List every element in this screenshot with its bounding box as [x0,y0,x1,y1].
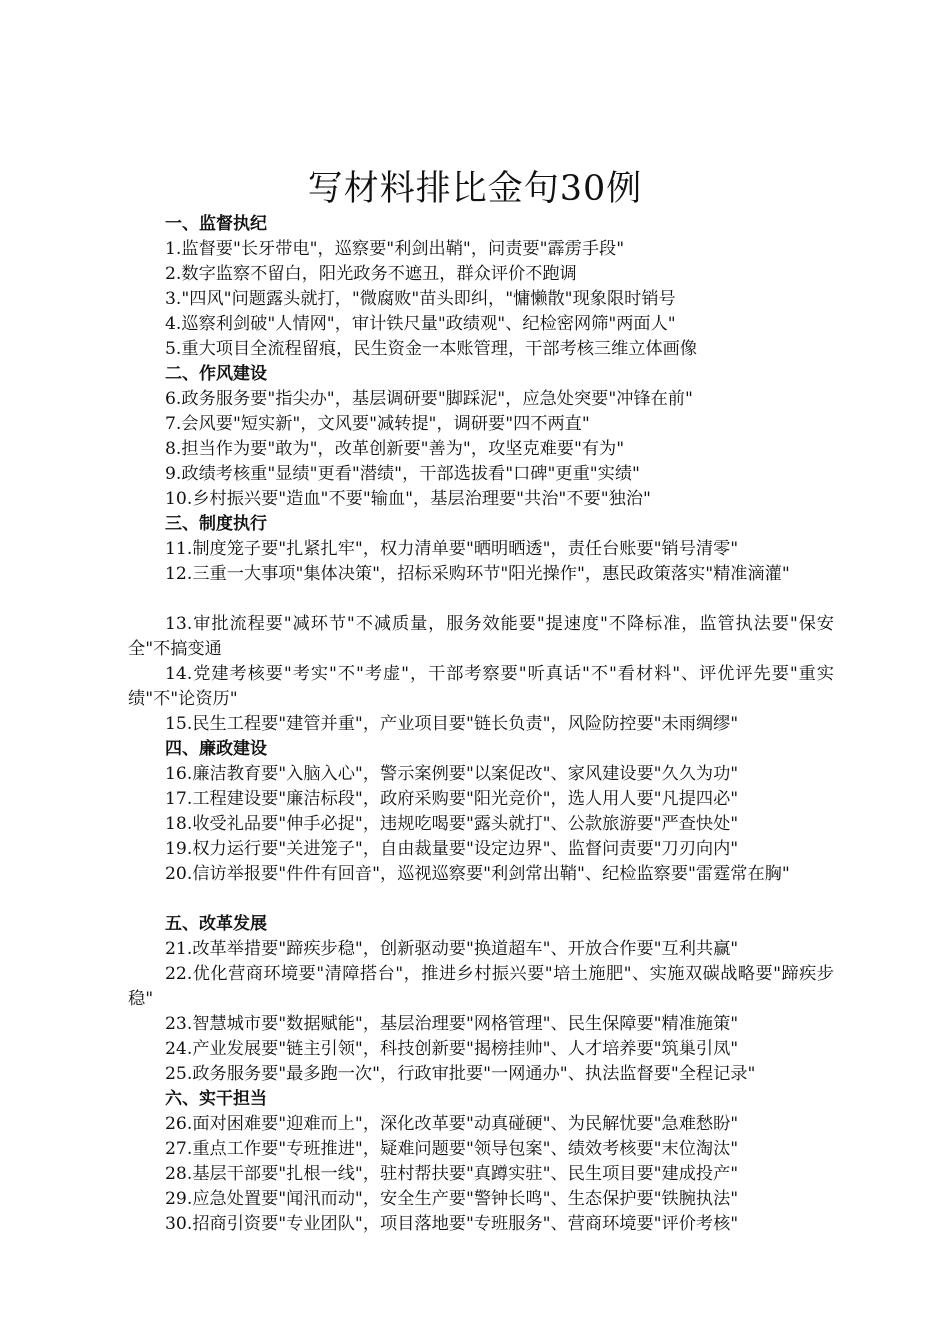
list-item: 13.审批流程要"减环节"不减质量，服务效能要"提速度"不降标准，监管执法要"保安全"不搞变通 [128,614,834,659]
list-item: 18.收受礼品要"伸手必捉"，违规吃喝要"露头就打"、公款旅游要"严查快处" [165,814,739,834]
list-item: 22.优化营商环境要"清障搭台"，推进乡村振兴要"培土施肥"、实施双碳战略要"蹄疾步稳" [128,964,834,1009]
section-integrity [128,737,834,912]
section-heading: 三、制度执行 [165,514,267,534]
list-item: 23.智慧城市要"数据赋能"，基层治理要"网格管理"、民生保障要"精准施策" [165,1014,739,1034]
list-item: 20.信访举报要"件件有回音"，巡视巡察要"利剑常出鞘"、纪检监察要"雷霆常在胸" [165,864,790,884]
list-item: 14.党建考核要"考实"不"考虚"，干部考察要"听真话"不"看材料"、评优评先要"重实绩"不"论资历" [128,664,834,709]
list-item: 19.权力运行要"关进笼子"，自由裁量要"设定边界"、监督问责要"刀刃向内" [165,839,739,859]
list-item: 15.民生工程要"建管并重"，产业项目要"链长负责"，风险防控要"未雨绸缪" [165,714,739,734]
section-heading: 四、廉政建设 [165,739,267,759]
list-item: 30.招商引资要"专业团队"，项目落地要"专班服务"、营商环境要"评价考核" [165,1214,739,1234]
list-item: 8.担当作为要"敢为"，改革创新要"善为"，攻坚克难要"有为" [165,439,625,459]
list-item: 29.应急处置要"闻汛而动"，安全生产要"警钟长鸣"、生态保护要"铁腕执法" [165,1189,739,1209]
list-item: 6.政务服务要"指尖办"，基层调研要"脚踩泥"，应急处突要"冲锋在前" [165,389,693,409]
list-item: 25.政务服务要"最多跑一次"，行政审批要"一网通办"、执法监督要"全程记录" [165,1064,756,1084]
list-item: 10.乡村振兴要"造血"不要"输血"，基层治理要"共治"不要"独治" [165,489,651,509]
list-item: 24.产业发展要"链主引领"，科技创新要"揭榜挂帅"、人才培养要"筑巢引凤" [165,1039,739,1059]
section-work-style [128,362,834,512]
list-item: 7.会风要"短实新"，文风要"减转提"，调研要"四不两直" [165,414,590,434]
section-supervision [128,212,834,362]
list-item: 27.重点工作要"专班推进"，疑难问题要"领导包案"、绩效考核要"末位淘汰" [165,1139,739,1159]
list-item: 17.工程建设要"廉洁标段"，政府采购要"阳光竞价"，选人用人要"凡提四必" [165,789,739,809]
list-item: 16.廉洁教育要"入脑入心"，警示案例要"以案促改"、家风建设要"久久为功" [165,764,739,784]
section-heading: 六、实干担当 [165,1089,267,1109]
list-item: 4.巡察利剑破"人情网"，审计铁尺量"政绩观"、纪检密网筛"两面人" [165,314,676,334]
list-item: 9.政绩考核重"显绩"更看"潜绩"，干部选拔看"口碑"更重"实绩" [165,464,640,484]
list-item: 26.面对困难要"迎难而上"，深化改革要"动真碰硬"、为民解忧要"急难愁盼" [165,1114,739,1134]
section-system-execution [128,512,834,737]
list-item: 12.三重一大事项"集体决策"，招标采购环节"阳光操作"，惠民政策落实"精准滴灌" [165,564,790,584]
section-action [128,1087,834,1237]
document-title: 写材料排比金句30例 [307,169,643,209]
section-heading: 二、作风建设 [165,364,267,384]
section-heading: 一、监督执纪 [165,214,267,234]
section-heading: 五、改革发展 [165,914,267,934]
list-item: 5.重大项目全流程留痕，民生资金一本账管理，干部考核三维立体画像 [165,339,698,359]
section-reform [128,912,834,1087]
list-item: 3."四风"问题露头就打，"微腐败"苗头即纠，"慵懒散"现象限时销号 [165,289,676,309]
list-item: 11.制度笼子要"扎紧扎牢"，权力清单要"晒明晒透"，责任台账要"销号清零" [165,539,739,559]
list-item: 21.改革举措要"蹄疾步稳"，创新驱动要"换道超车"、开放合作要"互利共赢" [165,939,739,959]
document-body [128,212,834,1237]
list-item: 1.监督要"长牙带电"，巡察要"利剑出鞘"，问责要"霹雳手段" [165,239,625,259]
list-item: 2.数字监察不留白，阳光政务不遮丑，群众评价不跑调 [165,264,577,284]
list-item: 28.基层干部要"扎根一线"，驻村帮扶要"真蹲实驻"、民生项目要"建成投产" [165,1164,739,1184]
